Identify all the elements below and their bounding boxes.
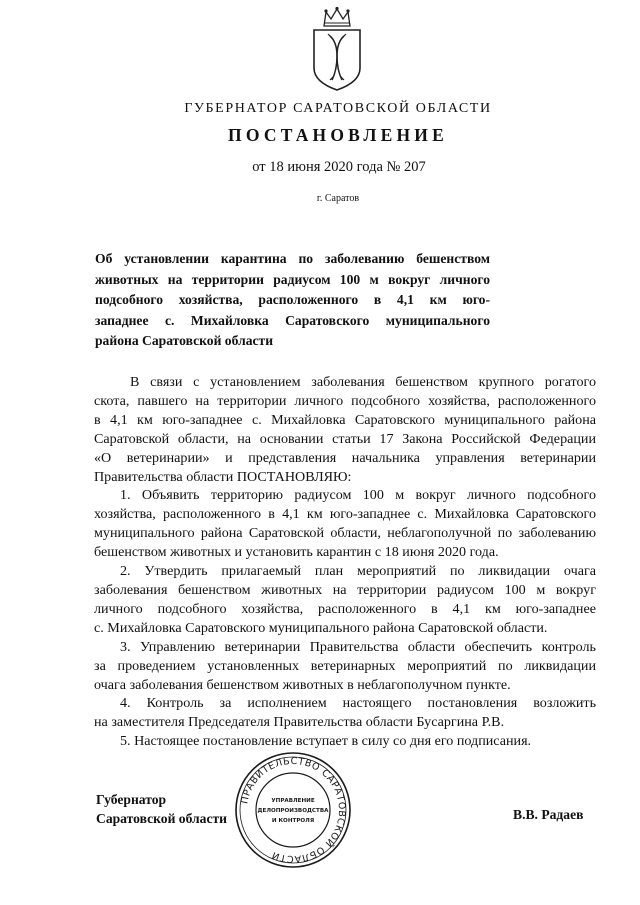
subject-line: района Саратовской области xyxy=(95,333,274,348)
document-type: ПОСТАНОВЛЕНИЕ xyxy=(228,125,448,145)
authority-title: ГУБЕРНАТОР САРАТОВСКОЙ ОБЛАСТИ xyxy=(184,101,492,116)
body-line: «О ветеринарии» и представления начальника управления ветеринарии xyxy=(94,449,596,466)
official-stamp xyxy=(233,750,353,870)
subject-line: подсобного хозяйства, расположенного в 4,1 км юго- xyxy=(95,292,490,307)
signatory-name: В.В. Радаев xyxy=(513,807,584,822)
signatory-position-line: Саратовской области xyxy=(96,811,228,826)
body-line: 5. Настоящее постановление вступает в силу со дня его подписания. xyxy=(120,733,532,750)
body-line: в 4,1 км юго-западнее с. Михайловка Саратовского муниципального района xyxy=(94,411,596,428)
body-line: скота, павшего на территории личного подсобного хозяйства, расположенного xyxy=(94,392,596,409)
body-line: бешенством животных и установить карантин с 18 июня 2020 года. xyxy=(94,544,499,561)
subject-line: животных на территории радиусом 100 м вокруг личного xyxy=(95,271,490,287)
stamp-center-line: ДЕЛОПРОИЗВОДСТВА xyxy=(257,808,329,814)
body-line: 2. Утвердить прилагаемый план мероприятий по ликвидации очага xyxy=(120,563,596,580)
subject-line: Об установлении карантина по заболеванию бешенством xyxy=(95,251,490,266)
body-line: за проведением установленных ветеринарных мероприятий по ликвидации xyxy=(94,657,596,674)
body-line: 4. Контроль за исполнением настоящего постановления возложить xyxy=(120,695,596,712)
preamble-paragraph xyxy=(94,373,596,486)
item-2-paragraph xyxy=(94,562,596,638)
stamp-center-line: И КОНТРОЛЯ xyxy=(271,818,315,824)
body-line: с. Михайловка Саратовского муниципального района Саратовской области. xyxy=(94,619,548,636)
signatory-position-line: Губернатор xyxy=(96,792,167,807)
body-line: В связи с установлением заболевания бешенством крупного рогатого xyxy=(130,374,596,390)
subject-line: западнее с. Михайловка Саратовского муниципального xyxy=(95,312,490,328)
item-5-paragraph xyxy=(94,732,596,751)
coat-of-arms-icon xyxy=(310,6,364,92)
body-line: муниципального района Саратовской области, неблагополучной по заболеванию xyxy=(94,525,596,542)
body-line: очага заболевания бешенством животных в неблагополучном пункте. xyxy=(94,676,511,693)
body-line: Правительства области ПОСТАНОВЛЯЮ: xyxy=(94,468,352,485)
document-city: г. Саратов xyxy=(316,193,360,204)
body-line: хозяйства, расположенного в 4,1 км юго-западнее с. Михайловка Саратовского xyxy=(94,506,596,523)
signatory-position xyxy=(96,790,227,828)
body-line: Саратовской области, на основании статьи 17 Закона Российской Федерации xyxy=(94,430,596,447)
body-line: 3. Управлению ветеринарии Правительства области обеспечить контроль xyxy=(120,638,596,655)
stamp-center-line: УПРАВЛЕНИЕ xyxy=(271,798,315,804)
body-line: на заместителя Председателя Правительства области Бусаргина Р.В. xyxy=(94,714,505,731)
document-body xyxy=(94,373,596,751)
item-1-paragraph xyxy=(94,486,596,562)
document-subject xyxy=(95,249,490,352)
body-line: заболевания бешенством животных на территории радиусом 100 м вокруг xyxy=(94,581,596,598)
stamp-ring-text: ПРАВИТЕЛЬСТВО САРАТОВСКОЙ ОБЛАСТИ xyxy=(239,755,348,865)
document-date-number: от 18 июня 2020 года № 207 xyxy=(252,159,426,175)
item-4-paragraph xyxy=(94,694,596,732)
body-line: 1. Объявить территорию радиусом 100 м вокруг личного подсобного xyxy=(120,487,596,504)
item-3-paragraph xyxy=(94,638,596,695)
body-line: личного подсобного хозяйства, расположенного в 4,1 км юго-западнее xyxy=(94,600,596,617)
